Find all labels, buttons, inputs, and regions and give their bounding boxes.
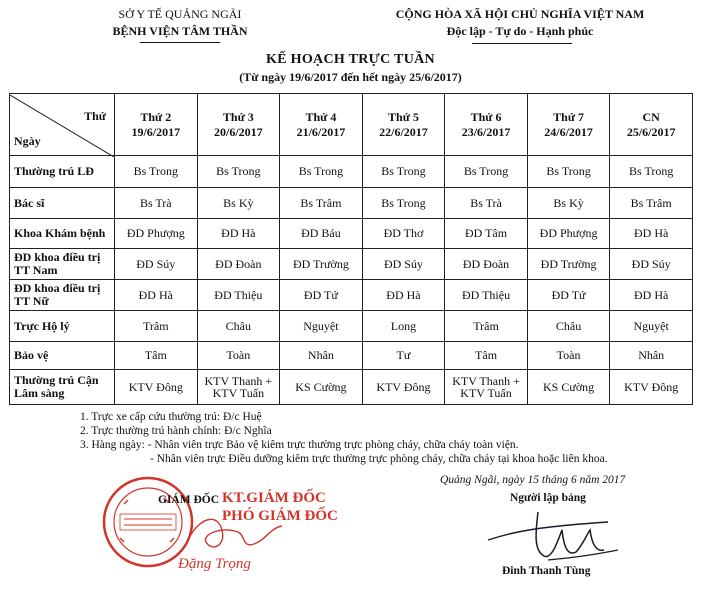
day-name: Thứ 6 [470, 109, 502, 124]
duty-cell: KTV Thanh + KTV Tuấn [445, 370, 528, 405]
duty-cell: ĐD Súy [362, 249, 445, 280]
duty-cell: ĐD Hà [362, 280, 445, 311]
duty-cell: KS Cường [280, 370, 363, 405]
corner-date-label: Ngày [14, 133, 41, 148]
row-label: Trực Hộ lý [10, 311, 115, 342]
row-label: ĐD khoa điều trị TT Nam [10, 249, 115, 280]
director-title: GIÁM ĐỐC [158, 494, 220, 506]
row-label: Khoa Khám bệnh [10, 219, 115, 249]
duty-cell: ĐD Thơ [362, 219, 445, 249]
duty-cell: KTV Đông [115, 370, 198, 405]
duty-cell: Nhân [610, 342, 693, 370]
table-row [10, 219, 693, 249]
table-row [10, 249, 693, 280]
table-row [10, 342, 693, 370]
document-title: KẾ HOẠCH TRỰC TUẦN [266, 52, 435, 67]
national-motto: Độc lập - Tự do - Hạnh phúc [446, 24, 594, 38]
row-label: Bác sĩ [10, 188, 115, 219]
duty-cell: Bs Trà [115, 188, 198, 219]
hospital-name: BỆNH VIỆN TÂM THẦN [112, 24, 248, 38]
duty-cell: ĐD Hà [610, 219, 693, 249]
note-item: 1. Trực xe cấp cứu thường trú: Đ/c Huệ [80, 411, 262, 423]
table-row [10, 188, 693, 219]
day-date: 22/6/2017 [379, 124, 428, 139]
duty-cell: KTV Đông [610, 370, 693, 405]
duty-cell: Bs Trà [445, 188, 528, 219]
duty-cell: ĐD Tâm [445, 219, 528, 249]
duty-cell: ĐD Đoàn [445, 249, 528, 280]
row-label: ĐD khoa điều trị TT Nữ [10, 280, 115, 311]
note-item: - Nhân viên trực Điều dưỡng kiêm trực thường trực phòng cháy, chữa cháy tại khoa hoặc liên khoa. [150, 453, 608, 465]
duty-cell: ĐD Hà [610, 280, 693, 311]
duty-cell: ĐD Phượng [527, 219, 610, 249]
day-date: 25/6/2017 [626, 124, 676, 139]
deputy-stamp-line1: KT.GIÁM ĐỐC [222, 490, 326, 506]
organization-header [80, 6, 280, 40]
day-date: 24/6/2017 [544, 124, 593, 139]
duty-cell: Bs Trong [527, 156, 610, 188]
note-item: 2. Trực thường trú hành chính: Đ/c Nghĩa [80, 425, 272, 437]
table-row [10, 311, 693, 342]
duty-cell: ĐD Đoàn [197, 249, 280, 280]
table-row [10, 370, 693, 405]
duty-cell: Nguyệt [610, 311, 693, 342]
day-name: Thứ 5 [388, 109, 419, 124]
duty-cell: Trâm [115, 311, 198, 342]
duty-cell: Bs Trong [445, 156, 528, 188]
duty-cell: ĐD Trường [280, 249, 363, 280]
duty-cell: ĐD Phượng [115, 219, 198, 249]
day-header [445, 94, 528, 156]
day-header [610, 94, 693, 156]
director-signature [182, 506, 292, 556]
duty-schedule-table [9, 93, 693, 405]
duty-cell: KS Cường [527, 370, 610, 405]
duty-cell: ĐD Báu [280, 219, 363, 249]
duty-cell: Bs Trâm [280, 188, 363, 219]
signer-name: Đặng Trọng [178, 556, 251, 572]
day-header [115, 94, 198, 156]
day-header [280, 94, 363, 156]
duty-cell: ĐD Trường [527, 249, 610, 280]
day-header [362, 94, 445, 156]
notes-section [80, 410, 608, 466]
duty-cell: KTV Thanh + KTV Tuấn [197, 370, 280, 405]
day-name: Thứ 3 [222, 109, 254, 124]
day-date: 21/6/2017 [296, 124, 346, 139]
day-name: Thứ 2 [140, 109, 172, 124]
duty-cell: Toàn [197, 342, 280, 370]
duty-cell: Trâm [445, 311, 528, 342]
deputy-stamp-line2: PHÓ GIÁM ĐỐC [222, 508, 338, 524]
day-date: 23/6/2017 [461, 124, 511, 139]
duty-cell: Bs Trong [362, 188, 445, 219]
duty-cell: Tâm [115, 342, 198, 370]
duty-cell: Châu [527, 311, 610, 342]
duty-cell: Bs Trong [280, 156, 363, 188]
duty-cell: KTV Đông [362, 370, 445, 405]
row-label: Bảo vệ [10, 342, 115, 370]
duty-cell: Nhân [280, 342, 363, 370]
duty-cell: ĐD Hà [115, 280, 198, 311]
day-header [197, 94, 280, 156]
duty-cell: ĐD Tứ [527, 280, 610, 311]
department-name: SỞ Y TẾ QUẢNG NGÃI [118, 7, 242, 21]
row-label: Thường trú LĐ [10, 156, 115, 188]
duty-cell: Bs Trong [362, 156, 445, 188]
national-header [360, 6, 680, 40]
duty-cell: Tư [362, 342, 445, 370]
preparer-signature [478, 500, 628, 564]
day-header [527, 94, 610, 156]
corner-weekday-label: Thứ [84, 108, 106, 123]
duty-cell: Nguyệt [280, 311, 363, 342]
table-row [10, 156, 693, 188]
document-subtitle: (Từ ngày 19/6/2017 đến hết ngày 25/6/2017) [239, 70, 462, 84]
day-date: 19/6/2017 [131, 124, 181, 139]
duty-cell: Tâm [445, 342, 528, 370]
table-row [10, 280, 693, 311]
duty-cell: Bs Kỳ [527, 188, 610, 219]
preparer-title: Người lập bảng [510, 492, 586, 504]
duty-cell: Châu [197, 311, 280, 342]
duty-cell: ĐD Hà [197, 219, 280, 249]
day-date: 20/6/2017 [214, 124, 263, 139]
duty-cell: Bs Trong [197, 156, 280, 188]
duty-cell: Toàn [527, 342, 610, 370]
duty-cell: Bs Kỳ [197, 188, 280, 219]
duty-cell: ĐD Súy [610, 249, 693, 280]
motto-underline [472, 43, 572, 44]
duty-cell: ĐD Thiệu [197, 280, 280, 311]
duty-cell: Bs Trong [610, 156, 693, 188]
corner-cell [10, 94, 115, 156]
place-date: Quảng Ngãi, ngày 15 tháng 6 năm 2017 [440, 474, 626, 486]
duty-cell: Bs Trong [115, 156, 198, 188]
day-name: Thứ 7 [553, 109, 585, 124]
duty-cell: ĐD Thiệu [445, 280, 528, 311]
duty-cell: Long [362, 311, 445, 342]
preparer-name: Đinh Thanh Tùng [502, 565, 591, 577]
duty-cell: ĐD Súy [115, 249, 198, 280]
row-label: Thường trú Cận Lâm sàng [10, 370, 115, 405]
national-title: CỘNG HÒA XÃ HỘI CHỦ NGHĨA VIỆT NAM [395, 7, 645, 21]
header-underline [140, 42, 220, 43]
duty-cell: ĐD Tứ [280, 280, 363, 311]
note-item: 3. Hàng ngày: - Nhân viên trực Bảo vệ kiêm trực thường trực phòng cháy, chữa cháy toàn viện. [80, 439, 519, 451]
table-header-row [10, 94, 693, 156]
day-name: Thứ 4 [305, 109, 337, 124]
day-name: CN [642, 109, 660, 124]
duty-cell: Bs Trâm [610, 188, 693, 219]
